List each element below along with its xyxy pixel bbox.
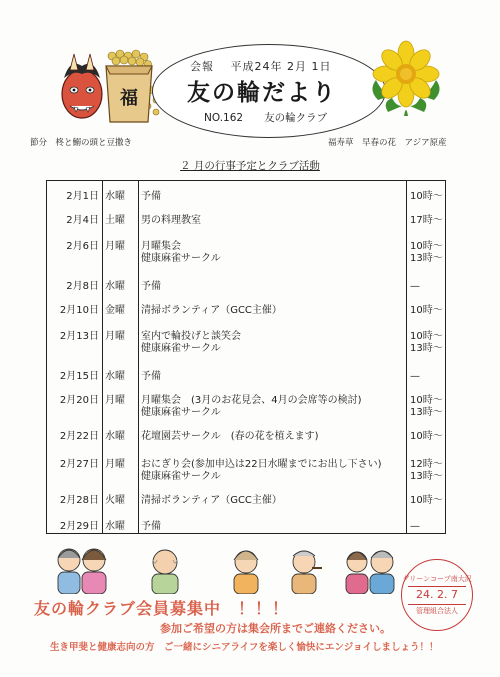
schedule-event: 予備 (141, 281, 161, 292)
schedule-times (410, 371, 444, 383)
stamp-bottom: 管理組合法人 (416, 607, 458, 615)
schedule-time: 13時～ (410, 253, 443, 264)
newsletter-issue-line: NO.162 友の輪クラブ (204, 112, 328, 124)
schedule-weekday: 水曜 (105, 281, 125, 292)
schedule-event: 清掃ボランティア（GCC主催） (141, 305, 282, 316)
schedule-weekday: 土曜 (105, 215, 125, 226)
schedule-time: 10時～ (410, 191, 443, 202)
schedule-time: 13時～ (410, 471, 443, 482)
schedule-time: 10時～ (410, 305, 443, 316)
stamp-rule (408, 604, 466, 605)
schedule-times (410, 395, 444, 419)
fukujuso-flower-illustration (368, 40, 444, 118)
schedule-weekday: 月曜 (105, 459, 125, 470)
schedule-events (141, 241, 405, 265)
contact-note: 参加ご希望の方は集会所までご連絡ください。 (160, 622, 391, 635)
schedule-event: 予備 (141, 521, 161, 532)
schedule-weekday: 金曜 (105, 305, 125, 316)
schedule-date: 2月6日 (66, 241, 99, 252)
schedule-date: 2月10日 (59, 305, 99, 316)
schedule-event: 室内で輪投げと談笑会 (141, 331, 241, 342)
received-stamp (401, 559, 473, 631)
schedule-date: 2月4日 (66, 215, 99, 226)
schedule-weekday: 水曜 (105, 431, 125, 442)
schedule-events (141, 191, 405, 203)
schedule-events (141, 305, 405, 317)
slogan-text: 生き甲斐と健康志向の方 ご一緒にシニアライフを楽しく愉快にエンジョイしましょう！！ (50, 642, 439, 653)
col-divider (102, 181, 103, 533)
schedule-date: 2月22日 (59, 431, 99, 442)
schedule-weekday: 火曜 (105, 495, 125, 506)
schedule-time: 10時～ (410, 395, 443, 406)
schedule-weekday: 月曜 (105, 241, 125, 252)
schedule-event: 月曜集会 (141, 241, 181, 252)
schedule-events (141, 459, 405, 483)
stamp-date: 24. 2. 7 (416, 588, 458, 601)
schedule-time: — (410, 281, 420, 292)
newsletter-title: 友の輪だより (187, 80, 337, 106)
schedule-event: 健康麻雀サークル (141, 407, 221, 418)
setsubun-caption: 節分 柊と鰯の頭と豆撒き (30, 138, 133, 148)
schedule-time: 13時～ (410, 407, 443, 418)
schedule-date: 2月13日 (59, 331, 99, 342)
schedule-time: — (410, 371, 420, 382)
schedule-date: 2月8日 (66, 281, 99, 292)
schedule-events (141, 521, 405, 533)
schedule-events (141, 215, 405, 227)
schedule-date: 2月28日 (59, 495, 99, 506)
schedule-weekday: 月曜 (105, 331, 125, 342)
schedule-event: 予備 (141, 191, 161, 202)
schedule-event: 清掃ボランティア（GCC主催） (141, 495, 282, 506)
schedule-events (141, 395, 405, 419)
recruit-banner: 友の輪クラブ会員募集中 ！！！ (34, 599, 290, 618)
masu-fuku-char: 福 (120, 88, 138, 109)
schedule-weekday: 水曜 (105, 371, 125, 382)
col-divider (138, 181, 139, 533)
schedule-event: 予備 (141, 371, 161, 382)
schedule-weekday: 月曜 (105, 395, 125, 406)
newsletter-date-line: 会報 平成24年 2月 1日 (190, 60, 332, 73)
schedule-date: 2月1日 (66, 191, 99, 202)
schedule-events (141, 281, 405, 293)
schedule-event: 健康麻雀サークル (141, 343, 221, 354)
schedule-time: 10時～ (410, 241, 443, 252)
schedule-table (46, 180, 446, 534)
flower-caption: 福寿草 早春の花 アジア原産 (328, 138, 447, 148)
schedule-events (141, 495, 405, 507)
schedule-time: 10時～ (410, 331, 443, 342)
section-title: ２ 月の行事予定とクラブ活動 (180, 160, 320, 172)
schedule-time: — (410, 521, 420, 532)
schedule-weekday: 水曜 (105, 521, 125, 532)
schedule-weekday: 水曜 (105, 191, 125, 202)
schedule-time: 12時～ (410, 459, 443, 470)
schedule-event: 健康麻雀サークル (141, 253, 221, 264)
schedule-date: 2月15日 (59, 371, 99, 382)
stamp-org: グリーンコープ南大沢 (402, 575, 472, 583)
col-divider (406, 181, 407, 533)
schedule-times (410, 495, 444, 507)
schedule-date: 2月20日 (59, 395, 99, 406)
schedule-times (410, 281, 444, 293)
schedule-times (410, 431, 444, 443)
schedule-times (410, 305, 444, 317)
oni-masu-illustration (56, 44, 162, 132)
schedule-event: 男の料理教室 (141, 215, 201, 226)
schedule-times (410, 241, 444, 265)
schedule-times (410, 521, 444, 533)
senior-people-illustration (56, 538, 396, 594)
schedule-time: 10時～ (410, 431, 443, 442)
schedule-time: 13時～ (410, 343, 443, 354)
schedule-times (410, 331, 444, 355)
schedule-time: 17時～ (410, 215, 443, 226)
stamp-rule (408, 586, 466, 587)
schedule-time: 10時～ (410, 495, 443, 506)
schedule-events (141, 371, 405, 383)
schedule-event: 健康麻雀サークル (141, 471, 221, 482)
schedule-times (410, 459, 444, 483)
schedule-event: 月曜集会 (3月のお花見会、4月の会席等の検討) (141, 395, 362, 406)
schedule-times (410, 215, 444, 227)
schedule-events (141, 331, 405, 355)
schedule-event: 花壇園芸サークル (春の花を植えます) (141, 431, 319, 442)
schedule-times (410, 191, 444, 203)
schedule-events (141, 431, 405, 443)
schedule-date: 2月29日 (59, 521, 99, 532)
schedule-date: 2月27日 (59, 459, 99, 470)
schedule-event: おにぎり会(参加申込は22日水曜までにお出し下さい) (141, 459, 382, 470)
